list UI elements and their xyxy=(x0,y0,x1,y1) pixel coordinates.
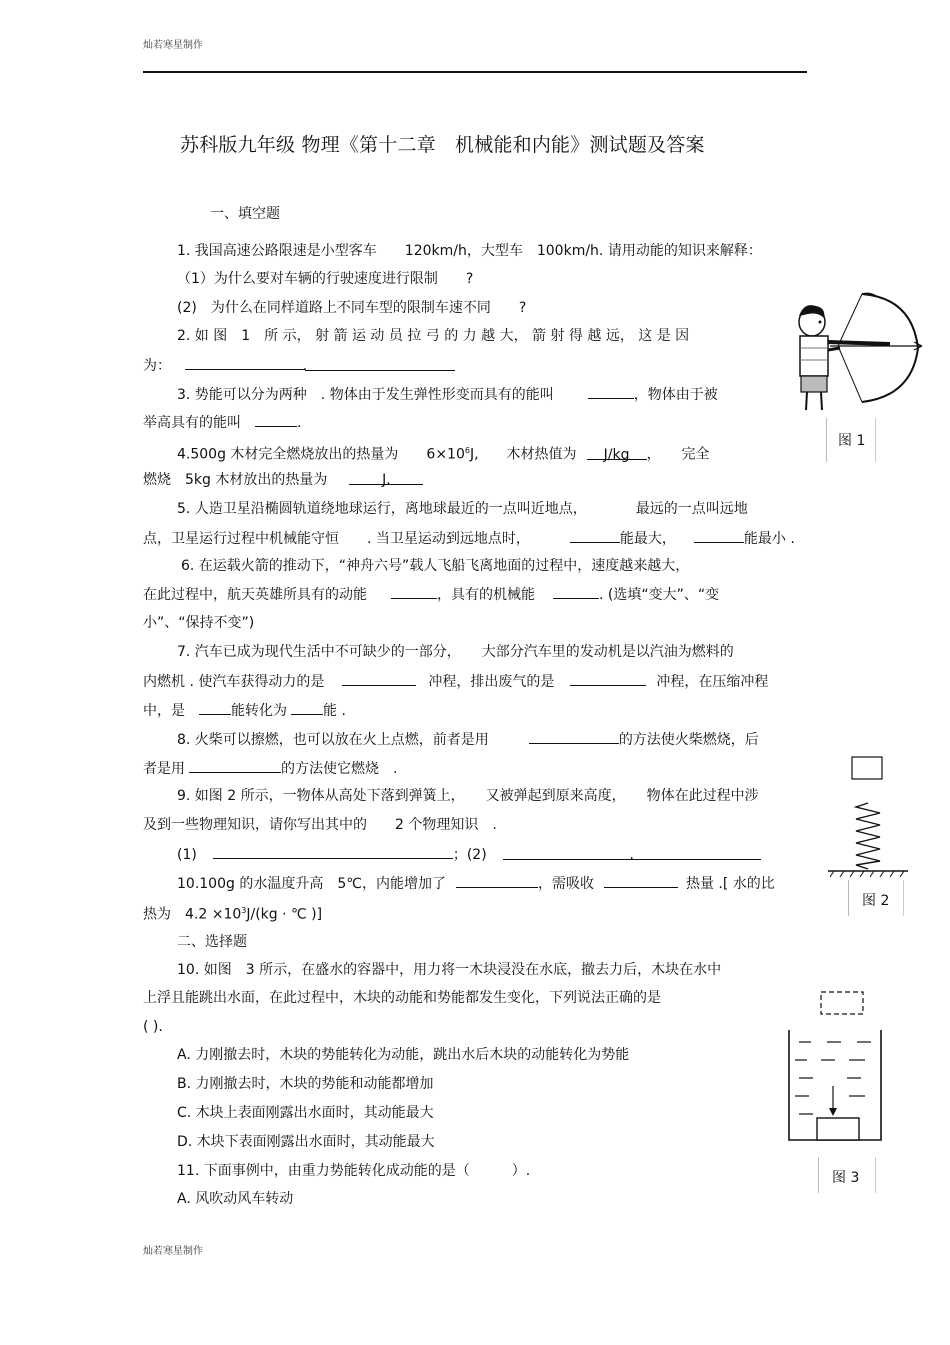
q6-blank-1[interactable] xyxy=(391,584,437,599)
q10-line2: 上浮且能跳出水面，在此过程中，木块的动能和势能都发生变化，下列说法正确的是 xyxy=(143,990,661,1006)
q3-line1 xyxy=(177,384,718,405)
q7-text-e: 能转化为 xyxy=(231,703,287,719)
q4-unit-1: J/kg xyxy=(603,446,630,463)
q9-line1: 9. 如图 2 所示，一物体从高处下落到弹簧上， 又被弹起到原来高度， 物体在此过程中涉 xyxy=(177,788,759,804)
q3-text-a: 3. 势能可以分为两种 . 物体由于发生弹性形变而具有的能叫 xyxy=(177,387,554,403)
q11-option-a[interactable]: A. 风吹动风车转动 xyxy=(177,1191,294,1207)
q3-line2 xyxy=(143,412,301,433)
q7-blank-3[interactable] xyxy=(199,700,231,715)
q4-line1 xyxy=(177,441,710,465)
q2-blank-dot: . xyxy=(302,358,308,374)
figure2-caption: 图 2 xyxy=(862,893,890,909)
q8-blank-2[interactable] xyxy=(189,758,281,773)
q8-text-a: 8. 火柴可以擦燃，也可以放在火上点燃，前者是用 xyxy=(177,732,489,748)
q7-line1: 7. 汽车已成为现代生活中不可缺少的一部分， 大部分汽车里的发动机是以汽油为燃料的 xyxy=(177,644,734,660)
q10f-line1 xyxy=(177,873,775,894)
q2-line2 xyxy=(143,355,455,376)
q3-text-c: 举高具有的能叫 xyxy=(143,415,241,431)
q6-text-b: ，具有的机械能 xyxy=(437,587,535,603)
q10-option-d[interactable]: D. 木块下表面刚露出水面时，其动能最大 xyxy=(177,1134,435,1150)
q9-blank-2[interactable] xyxy=(503,845,761,863)
q5-blank-1[interactable] xyxy=(570,528,620,543)
section-choice: 二、选择题 xyxy=(177,934,247,950)
q1-line3: (2) 为什么在同样道路上不同车型的限制车速不同 ? xyxy=(177,300,527,316)
q4-line2 xyxy=(143,470,423,490)
figure3-caption: 图 3 xyxy=(832,1170,860,1186)
q5-text-c: 能最小 . xyxy=(743,531,795,547)
q9-label-1: (1) xyxy=(177,847,197,863)
q10f-exponent: 3 xyxy=(241,906,247,915)
q6-line2 xyxy=(143,584,719,605)
q4-blank-2[interactable] xyxy=(349,470,423,488)
section-fill-blank: 一、填空题 xyxy=(210,206,280,222)
figure2-spring-illustration xyxy=(828,755,908,880)
q6-text-a: 在此过程中，航天英雄所具有的动能 xyxy=(143,587,367,603)
q8-line2 xyxy=(143,758,397,779)
page-title: 苏科版九年级 物理《第十二章 机械能和内能》测试题及答案 xyxy=(180,134,705,156)
q7-text-f: 能 . xyxy=(323,703,346,719)
q3-text-b: ，物体由于被 xyxy=(633,387,718,403)
q10f-text-b: ，需吸收 xyxy=(537,876,594,892)
q5-blank-2[interactable] xyxy=(694,528,744,543)
q7-line3 xyxy=(143,700,346,721)
header-rule xyxy=(143,71,807,73)
q10f-text-d: 热为 4.2 ×10 xyxy=(143,906,242,923)
figure1-archer-illustration xyxy=(790,288,930,413)
q8-blank-1[interactable] xyxy=(529,729,619,744)
q10f-text-a: 10.100g 的水温度升高 5℃，内能增加了 xyxy=(177,876,446,892)
q2-blank-2[interactable] xyxy=(302,356,455,374)
q10f-blank-2[interactable] xyxy=(604,873,678,888)
q10f-text-c: 热量 .[ 水的比 xyxy=(685,876,775,892)
q5-line2 xyxy=(143,528,795,549)
q9-line2: 及到一些物理知识，请你写出其中的 2 个物理知识 . xyxy=(143,817,497,833)
q6-line3: 小”、“保持不变”) xyxy=(143,615,255,631)
q8-text-b: 的方法使火柴燃烧，后 xyxy=(618,732,759,748)
q4-unit-2: J. xyxy=(382,472,391,488)
footer-maker: 灿若寒星制作 xyxy=(143,1246,203,1257)
q9-blank-1[interactable] xyxy=(213,844,453,859)
q7-blank-2[interactable] xyxy=(570,671,646,686)
q2-line1: 2. 如 图 1 所 示， 射 箭 运 动 员 拉 弓 的 力 越 大， 箭 射 得 越 远， 这 是 因 xyxy=(177,328,690,344)
q10-option-c[interactable]: C. 木块上表面刚露出水面时，其动能最大 xyxy=(177,1105,434,1121)
q3-blank-1[interactable] xyxy=(588,384,634,399)
q7-text-b: 冲程，排出废气的是 xyxy=(428,674,555,690)
q7-text-a: 内燃机 . 使汽车获得动力的是 xyxy=(143,674,325,690)
q11-line1: 11. 下面事例中，由重力势能转化成动能的是（ ）. xyxy=(177,1163,531,1179)
q7-line2 xyxy=(143,671,768,692)
q8-line1 xyxy=(177,729,759,750)
q7-text-c: 冲程，在压缩冲程 xyxy=(656,674,769,690)
q10-line3: ( ). xyxy=(143,1019,163,1035)
figure1-caption: 图 1 xyxy=(838,433,866,449)
q4-text-b: J, 木材热值为 xyxy=(469,446,577,463)
q7-blank-4[interactable] xyxy=(291,700,323,715)
figure3-container-illustration xyxy=(785,990,885,1142)
q3-blank-2[interactable] xyxy=(255,412,297,427)
q7-text-d: 中，是 xyxy=(143,703,185,719)
q8-text-d: 的方法使它燃烧 . xyxy=(281,761,398,777)
q9-line3 xyxy=(177,844,761,865)
q10-option-b[interactable]: B. 力刚撤去时，木块的势能和动能都增加 xyxy=(177,1076,434,1092)
q1-line1: 1. 我国高速公路限速是小型客车 120km/h，大型车 100km/h. 请用动能的知识来解释： xyxy=(177,243,762,259)
q4-text-c: ， 完全 xyxy=(646,446,710,463)
q2-prefix: 为： xyxy=(143,358,171,374)
q2-blank-1[interactable] xyxy=(185,355,305,370)
q10-line1: 10. 如图 3 所示，在盛水的容器中，用力将一木块浸没在水底，撤去力后，木块在水中 xyxy=(177,962,722,978)
q10-option-a[interactable]: A. 力刚撤去时，木块的势能转化为动能，跳出水后木块的动能转化为势能 xyxy=(177,1047,630,1063)
q5-text-b: 能最大， xyxy=(619,531,676,547)
q4-blank-1[interactable] xyxy=(587,445,647,463)
q10f-text-e: J/(kg · ℃ )] xyxy=(246,906,323,923)
q4-text-a: 4.500g 木材完全燃烧放出的热量为 6×10 xyxy=(177,446,465,463)
q9-label-2: ；(2) xyxy=(452,847,487,863)
q10f-blank-1[interactable] xyxy=(456,873,538,888)
q5-text-a: 点，卫星运行过程中机械能守恒 . 当卫星运动到远地点时， xyxy=(143,531,530,547)
q10f-line2 xyxy=(143,901,322,925)
q3-text-d: . xyxy=(297,415,302,431)
header-maker: 灿若寒星制作 xyxy=(143,40,203,51)
q8-text-c: 者是用 xyxy=(143,761,185,777)
q4-exponent: 6 xyxy=(464,446,470,455)
q5-line1: 5. 人造卫星沿椭圆轨道绕地球运行，离地球最近的一点叫近地点， 最远的一点叫远地 xyxy=(177,501,748,517)
q6-line1: 6. 在运载火箭的推动下，“神舟六号”载人飞船飞离地面的过程中，速度越来越大， xyxy=(181,558,690,574)
q9-blank-dot: . xyxy=(629,847,634,863)
q1-line2: （1）为什么要对车辆的行驶速度进行限制 ? xyxy=(177,271,474,287)
q6-blank-2[interactable] xyxy=(553,584,599,599)
q4-text-d: 燃烧 5kg 木材放出的热量为 xyxy=(143,472,328,488)
q6-text-c: . (选填“变大”、“变 xyxy=(599,587,720,603)
q7-blank-1[interactable] xyxy=(342,671,416,686)
